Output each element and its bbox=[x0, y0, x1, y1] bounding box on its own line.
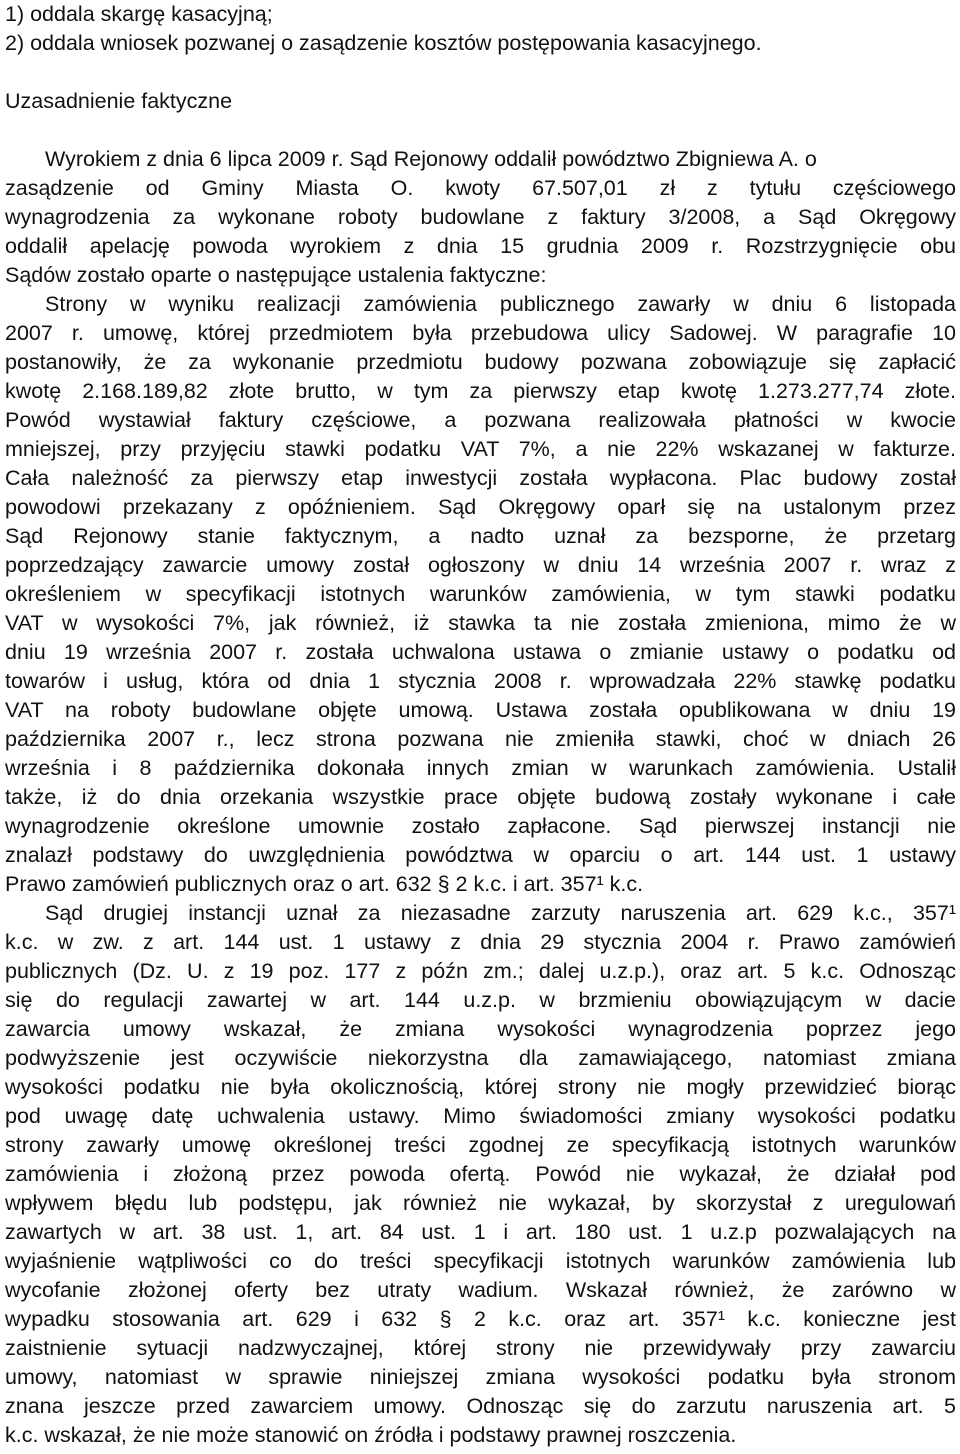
text-line: października 2007 r., lecz strona pozwana nie zmieniła stawki, choć w dniach 26 bbox=[5, 727, 956, 751]
text-line: wycofanie złożonej oferty bez utraty wadium. Wskazał również, że zarówno w bbox=[5, 1278, 956, 1302]
text-line: zawarcia umowy wskazał, że zmiana wysokości wynagrodzenia poprzez jego bbox=[5, 1017, 956, 1041]
text-line: wynagrodzenia za wykonane roboty budowlane z faktury 3/2008, a Sąd Okręgowy bbox=[5, 205, 956, 229]
text-line: wyjaśnienie wątpliwości co do treści specyfikacji istotnych warunków zamówienia lub bbox=[5, 1249, 956, 1273]
text-line: mniejszej, przy przyjęciu stawki podatku VAT 7%, a nie 22% wskazanej w fakturze. bbox=[5, 437, 956, 461]
text-line: publicznych (Dz. U. z 19 poz. 177 z późn zm.; dalej u.z.p.), oraz art. 5 k.c. Odnosząc bbox=[5, 959, 956, 983]
text-line: Wyrokiem z dnia 6 lipca 2009 r. Sąd Rejonowy oddalił powództwo Zbigniewa A. o bbox=[45, 147, 817, 171]
text-line: Sąd drugiej instancji uznał za niezasadne zarzuty naruszenia art. 629 k.c., 357¹ bbox=[45, 901, 956, 925]
text-line: towarów i usług, która od dnia 1 stycznia 2008 r. wprowadzała 22% stawkę podatku bbox=[5, 669, 956, 693]
text-line: umowy, natomiast w sprawie niniejszej zmiana wysokości podatku była stronom bbox=[5, 1365, 956, 1389]
text-line: wpływem błędu lub podstępu, jak również nie wykazał, by skorzystał z uregulowań bbox=[5, 1191, 956, 1215]
text-line: się do regulacji zawartej w art. 144 u.z.p. w brzmieniu obowiązującym w dacie bbox=[5, 988, 956, 1012]
paragraph-1 bbox=[5, 145, 956, 899]
text-line: powodowi przekazany z opóźnieniem. Sąd Okręgowy oparł się na ustalonym przez bbox=[5, 495, 956, 519]
text-line: dniu 19 września 2007 r. została uchwalona ustawa o zmianie ustawy o podatku od bbox=[5, 640, 956, 664]
blank-line bbox=[5, 116, 956, 145]
operative-item-1: 1) oddala skargę kasacyjną; bbox=[5, 2, 273, 26]
text-line: określeniem w specyfikacji istotnych warunków zamówienia, w tym stawki podatku bbox=[5, 582, 956, 606]
text-line: postanowiły, że za wykonanie przedmiotu budowy pozwana zobowiązuje się zapłacić bbox=[5, 350, 956, 374]
section-heading: Uzasadnienie faktyczne bbox=[5, 89, 233, 113]
text-line: k.c. wskazał, że nie może stanowić on źródła i podstawy prawnej roszczenia. bbox=[5, 1423, 737, 1447]
text-line: wypadku stosowania art. 629 i 632 § 2 k.c. oraz art. 357¹ k.c. konieczne jest bbox=[5, 1307, 956, 1331]
text-line: znana jeszcze przed zawarciem umowy. Odnosząc się do zarzutu naruszenia art. 5 bbox=[5, 1394, 956, 1418]
text-line: Cała należność za pierwszy etap inwestycji została wypłacona. Plac budowy został bbox=[5, 466, 956, 490]
text-line: wysokości podatku nie była okolicznością, której strony nie mogły przewidzieć biorąc bbox=[5, 1075, 956, 1099]
text-line: k.c. w zw. z art. 144 ust. 1 ustawy z dnia 29 stycznia 2004 r. Prawo zamówień bbox=[5, 930, 956, 954]
text-line: podwyższenie jest oczywiście niekorzystna dla zamawiającego, natomiast zmiana bbox=[5, 1046, 956, 1070]
operative-item-2: 2) oddala wniosek pozwanej o zasądzenie kosztów postępowania kasacyjnego. bbox=[5, 31, 762, 55]
text-line: znalazł podstawy do uwzględnienia powództwa w oparciu o art. 144 ust. 1 ustawy bbox=[5, 843, 956, 867]
text-line: zawartych w art. 38 ust. 1, art. 84 ust. 1 i art. 180 ust. 1 u.z.p pozwalających na bbox=[5, 1220, 956, 1244]
paragraph-2 bbox=[5, 899, 956, 1450]
text-line: Sąd Rejonowy stanie faktycznym, a nadto uznał za bezsporne, że przetarg bbox=[5, 524, 956, 548]
text-line: wynagrodzenie określone umownie zostało zapłacone. Sąd pierwszej instancji nie bbox=[5, 814, 956, 838]
text-line: września i 8 października dokonała innych zmian w warunkach zamówienia. Ustalił bbox=[5, 756, 956, 780]
text-line: Powód wystawiał faktury częściowe, a pozwana realizowała płatności w kwocie bbox=[5, 408, 956, 432]
text-line: 2007 r. umowę, której przedmiotem była przebudowa ulicy Sadowej. W paragrafie 10 bbox=[5, 321, 956, 345]
text-line: Prawo zamówień publicznych oraz o art. 632 § 2 k.c. i art. 357¹ k.c. bbox=[5, 872, 644, 896]
text-line: zasądzenie od Gminy Miasta O. kwoty 67.507,01 zł z tytułu częściowego bbox=[5, 176, 956, 200]
text-line: VAT w wysokości 7%, jak również, iż stawka ta nie została zmieniona, mimo że w bbox=[5, 611, 956, 635]
text-line: Strony w wyniku realizacji zamówienia publicznego zawarły w dniu 6 listopada bbox=[45, 292, 956, 316]
text-line: oddalił apelację powoda wyrokiem z dnia 15 grudnia 2009 r. Rozstrzygnięcie obu bbox=[5, 234, 956, 258]
text-line: kwotę 2.168.189,82 złote brutto, w tym za pierwszy etap kwotę 1.273.277,74 złote. bbox=[5, 379, 956, 403]
document-page bbox=[5, 0, 956, 1450]
text-line: strony zawarły umowę określonej treści zgodnej ze specyfikacją istotnych warunków bbox=[5, 1133, 956, 1157]
text-line: VAT na roboty budowlane objęte umową. Ustawa została opublikowana w dniu 19 bbox=[5, 698, 956, 722]
text-line: pod uwagę datę uchwalenia ustawy. Mimo świadomości zmiany wysokości podatku bbox=[5, 1104, 956, 1128]
text-line: zamówienia i złożoną przez powoda ofertą. Powód nie wykazał, że działał pod bbox=[5, 1162, 956, 1186]
text-line: poprzedzający zawarcie umowy został ogłoszony w dniu 14 września 2007 r. wraz z bbox=[5, 553, 956, 577]
blank-line bbox=[5, 58, 956, 87]
text-line: także, iż do dnia orzekania wszystkie prace objęte budową zostały wykonane i całe bbox=[5, 785, 956, 809]
text-line: zaistnienie sytuacji nadzwyczajnej, której strony nie przewidywały przy zawarciu bbox=[5, 1336, 956, 1360]
text-line: Sądów zostało oparte o następujące ustalenia faktyczne: bbox=[5, 263, 547, 287]
